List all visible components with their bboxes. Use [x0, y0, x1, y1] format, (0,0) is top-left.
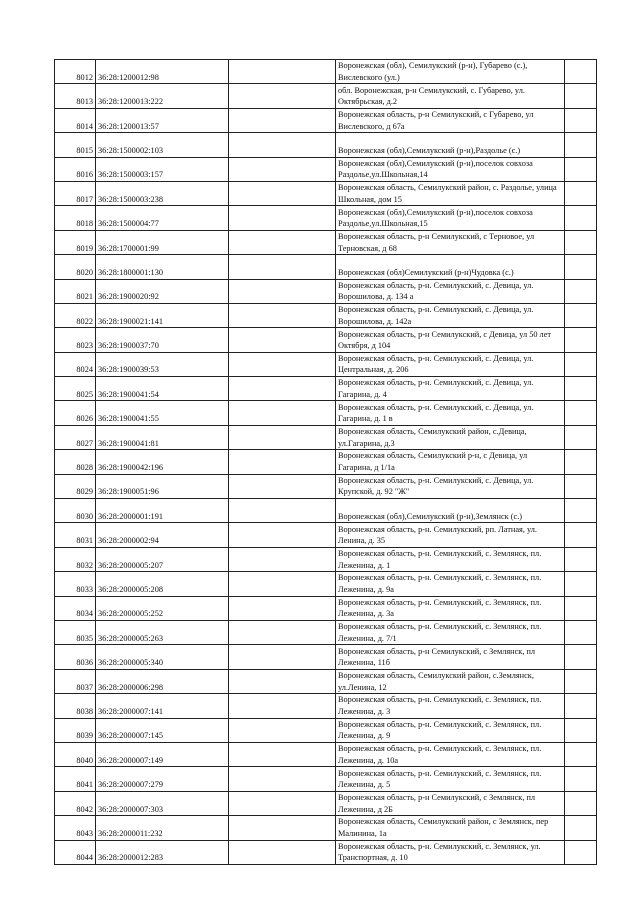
empty-cell: [229, 303, 336, 327]
empty-cell: [229, 547, 336, 571]
cadastral-number-cell: 36:28:1200013:57: [96, 108, 229, 132]
row-number-cell: 8033: [55, 572, 96, 596]
empty-cell: [229, 572, 336, 596]
address-cell: Воронежская область, Семилукский район, с Землянск, пер Малинина, 1а: [336, 816, 565, 840]
empty-cell: [565, 694, 597, 718]
address-cell: Воронежская область, р-н. Семилукский, с. Землянск, пл. Леженина, д. 9а: [336, 572, 565, 596]
empty-cell: [229, 523, 336, 547]
empty-cell: [565, 230, 597, 254]
table-row: [55, 377, 597, 401]
cadastral-number-cell: 36:28:1800001:130: [96, 255, 229, 279]
cadastral-number-cell: 36:28:1900041:54: [96, 377, 229, 401]
table-row: [55, 450, 597, 474]
row-number-cell: 8014: [55, 108, 96, 132]
empty-cell: [565, 669, 597, 693]
empty-cell: [229, 181, 336, 205]
empty-cell: [229, 645, 336, 669]
empty-cell: [565, 401, 597, 425]
row-number-cell: 8025: [55, 377, 96, 401]
row-number-cell: 8019: [55, 230, 96, 254]
table-row: [55, 255, 597, 279]
empty-cell: [229, 133, 336, 157]
cadastral-number-cell: 36:28:1900051:96: [96, 474, 229, 498]
address-cell: Воронежская область, р-н. Семилукский, рп. Латная, ул. Ленина, д. 35: [336, 523, 565, 547]
empty-cell: [565, 742, 597, 766]
empty-cell: [229, 279, 336, 303]
address-cell: Воронежская область, р-н. Семилукский, с. Землянск, пл. Леженина, д. 7/1: [336, 620, 565, 644]
cadastral-number-cell: 36:28:2000005:207: [96, 547, 229, 571]
row-number-cell: 8043: [55, 816, 96, 840]
table-row: [55, 669, 597, 693]
address-cell: Воронежская область, р-н. Семилукский, с. Девица, ул. Гагарина, д. 4: [336, 377, 565, 401]
empty-cell: [229, 474, 336, 498]
cadastral-number-cell: 36:28:1900041:55: [96, 401, 229, 425]
table-row: [55, 108, 597, 132]
table-row: [55, 157, 597, 181]
cadastral-number-cell: 36:28:1200013:222: [96, 84, 229, 108]
empty-cell: [229, 742, 336, 766]
empty-cell: [229, 352, 336, 376]
empty-cell: [565, 279, 597, 303]
address-cell: Воронежская область, р-н. Семилукский, с. Девица, ул. Крупской, д. 92 "Ж": [336, 474, 565, 498]
table-row: [55, 791, 597, 815]
property-registry-table: [54, 59, 597, 865]
address-cell: Воронежская (обл),Семилукский (р-н),Землянск (с.): [336, 499, 565, 523]
empty-cell: [229, 60, 336, 84]
table-row: [55, 328, 597, 352]
row-number-cell: 8036: [55, 645, 96, 669]
address-cell: Воронежская область, р-н. Семилукский, с. Землянск, пл. Леженина, д. 1: [336, 547, 565, 571]
row-number-cell: 8021: [55, 279, 96, 303]
row-number-cell: 8024: [55, 352, 96, 376]
address-cell: Воронежская область, р-н Семилукский, с Терновое, ул Терновская, д 68: [336, 230, 565, 254]
table-row: [55, 596, 597, 620]
empty-cell: [565, 767, 597, 791]
table-row: [55, 279, 597, 303]
row-number-cell: 8034: [55, 596, 96, 620]
empty-cell: [229, 596, 336, 620]
address-cell: Воронежская (обл), Семилукский (р-н), Губарево (с.), Вислевского (ул.): [336, 60, 565, 84]
row-number-cell: 8017: [55, 181, 96, 205]
row-number-cell: 8020: [55, 255, 96, 279]
row-number-cell: 8035: [55, 620, 96, 644]
empty-cell: [565, 206, 597, 230]
row-number-cell: 8032: [55, 547, 96, 571]
empty-cell: [229, 450, 336, 474]
table-row: [55, 645, 597, 669]
empty-cell: [229, 108, 336, 132]
cadastral-number-cell: 36:28:2000007:303: [96, 791, 229, 815]
row-number-cell: 8040: [55, 742, 96, 766]
empty-cell: [229, 669, 336, 693]
empty-cell: [229, 255, 336, 279]
cadastral-number-cell: 36:28:1900039:53: [96, 352, 229, 376]
table-row: [55, 401, 597, 425]
row-number-cell: 8042: [55, 791, 96, 815]
address-cell: Воронежская область, Семилукский район, с.Девица, ул.Гагарина, д.3: [336, 425, 565, 449]
row-number-cell: 8028: [55, 450, 96, 474]
cadastral-number-cell: 36:28:2000007:145: [96, 718, 229, 742]
address-cell: Воронежская (обл),Семилукский (р-н),Раздолье (с.): [336, 133, 565, 157]
row-number-cell: 8029: [55, 474, 96, 498]
row-number-cell: 8031: [55, 523, 96, 547]
table-row: [55, 742, 597, 766]
address-cell: Воронежская область, Семилукский р-н, с Девица, ул Гагарина, д 1/1а: [336, 450, 565, 474]
empty-cell: [565, 572, 597, 596]
cadastral-number-cell: 36:28:2000005:263: [96, 620, 229, 644]
row-number-cell: 8039: [55, 718, 96, 742]
cadastral-number-cell: 36:28:2000007:141: [96, 694, 229, 718]
address-cell: Воронежская область, р-н. Семилукский, с. Девица, ул. Ворошилова, д. 142а: [336, 303, 565, 327]
address-cell: Воронежская область, р-н. Семилукский, с. Землянск, пл. Леженина, д. 5: [336, 767, 565, 791]
empty-cell: [229, 84, 336, 108]
row-number-cell: 8030: [55, 499, 96, 523]
row-number-cell: 8026: [55, 401, 96, 425]
cadastral-number-cell: 36:28:1900042:196: [96, 450, 229, 474]
address-cell: Воронежская область, р-н. Семилукский, с. Землянск, пл. Леженина, д. 10а: [336, 742, 565, 766]
table-row: [55, 620, 597, 644]
empty-cell: [565, 377, 597, 401]
row-number-cell: 8015: [55, 133, 96, 157]
table-row: [55, 572, 597, 596]
empty-cell: [565, 840, 597, 864]
empty-cell: [229, 840, 336, 864]
empty-cell: [229, 718, 336, 742]
row-number-cell: 8018: [55, 206, 96, 230]
table-row: [55, 133, 597, 157]
cadastral-number-cell: 36:28:1900020:92: [96, 279, 229, 303]
row-number-cell: 8038: [55, 694, 96, 718]
empty-cell: [565, 157, 597, 181]
table-row: [55, 718, 597, 742]
empty-cell: [565, 620, 597, 644]
address-cell: Воронежская область, Семилукский район, с.Землянск, ул.Ленина, 12: [336, 669, 565, 693]
empty-cell: [565, 303, 597, 327]
row-number-cell: 8012: [55, 60, 96, 84]
cadastral-number-cell: 36:28:2000005:208: [96, 572, 229, 596]
address-cell: Воронежская область, р-н. Семилукский, с. Землянск, пл. Леженина, д. 9: [336, 718, 565, 742]
row-number-cell: 8041: [55, 767, 96, 791]
empty-cell: [229, 157, 336, 181]
address-cell: Воронежская (обл),Семилукский (р-н),поселок совхоза Раздолье,ул.Школьная,15: [336, 206, 565, 230]
address-cell: Воронежская область, Семилукский район, с. Раздолье, улица Школьная, дом 15: [336, 181, 565, 205]
address-cell: Воронежская область, р-н. Семилукский, с. Девица, ул. Центральная, д. 206: [336, 352, 565, 376]
table-row: [55, 181, 597, 205]
empty-cell: [229, 401, 336, 425]
cadastral-number-cell: 36:28:2000007:149: [96, 742, 229, 766]
table-row: [55, 425, 597, 449]
address-cell: Воронежская область, р-н. Семилукский, с. Землянск, пл. Леженина, д. 3: [336, 694, 565, 718]
empty-cell: [565, 547, 597, 571]
cadastral-number-cell: 36:28:2000005:340: [96, 645, 229, 669]
address-cell: Воронежская область, р-н Семилукский, с Губарево, ул Вислевского, д 67а: [336, 108, 565, 132]
empty-cell: [229, 230, 336, 254]
empty-cell: [229, 694, 336, 718]
table-row: [55, 303, 597, 327]
empty-cell: [565, 425, 597, 449]
cadastral-number-cell: 36:28:1500003:238: [96, 181, 229, 205]
table-row: [55, 230, 597, 254]
cadastral-number-cell: 36:28:1900021:141: [96, 303, 229, 327]
table-row: [55, 523, 597, 547]
address-cell: Воронежская (обл),Семилукский (р-н),поселок совхоза Раздолье,ул.Школьная,14: [336, 157, 565, 181]
table-row: [55, 352, 597, 376]
empty-cell: [229, 791, 336, 815]
empty-cell: [565, 816, 597, 840]
row-number-cell: 8037: [55, 669, 96, 693]
cadastral-number-cell: 36:28:1200012:98: [96, 60, 229, 84]
cadastral-number-cell: 36:28:1900041:81: [96, 425, 229, 449]
empty-cell: [229, 499, 336, 523]
empty-cell: [565, 645, 597, 669]
address-cell: Воронежская область, р-н. Семилукский, с. Землянск, пл. Леженина, д. 3а: [336, 596, 565, 620]
cadastral-number-cell: 36:28:2000007:279: [96, 767, 229, 791]
empty-cell: [229, 328, 336, 352]
row-number-cell: 8044: [55, 840, 96, 864]
cadastral-number-cell: 36:28:1500004:77: [96, 206, 229, 230]
empty-cell: [565, 84, 597, 108]
cadastral-number-cell: 36:28:2000005:252: [96, 596, 229, 620]
empty-cell: [565, 523, 597, 547]
cadastral-number-cell: 36:28:1900037:70: [96, 328, 229, 352]
empty-cell: [229, 206, 336, 230]
cadastral-number-cell: 36:28:2000001:191: [96, 499, 229, 523]
empty-cell: [565, 718, 597, 742]
cadastral-number-cell: 36:28:2000011:232: [96, 816, 229, 840]
address-cell: Воронежская область, р-н Семилукский, с Землянск, пл Леженина, д 2Б: [336, 791, 565, 815]
address-cell: обл. Воронежская, р-н Семилукский, с. Губарево, ул. Октябрьская, д.2: [336, 84, 565, 108]
empty-cell: [565, 60, 597, 84]
empty-cell: [565, 791, 597, 815]
table-row: [55, 60, 597, 84]
table-row: [55, 816, 597, 840]
empty-cell: [565, 255, 597, 279]
empty-cell: [229, 425, 336, 449]
table-row: [55, 547, 597, 571]
table-row: [55, 499, 597, 523]
row-number-cell: 8023: [55, 328, 96, 352]
address-cell: Воронежская область, р-н Семилукский, с Землянск, пл Леженина, 11б: [336, 645, 565, 669]
address-cell: Воронежская область, р-н. Семилукский, с. Девица, ул. Гагарина, д. 1 в: [336, 401, 565, 425]
empty-cell: [565, 181, 597, 205]
row-number-cell: 8027: [55, 425, 96, 449]
cadastral-number-cell: 36:28:2000012:283: [96, 840, 229, 864]
empty-cell: [565, 450, 597, 474]
table-row: [55, 206, 597, 230]
address-cell: Воронежская область, р-н. Семилукский, с. Землянск, ул. Транспортная, д. 10: [336, 840, 565, 864]
empty-cell: [229, 620, 336, 644]
row-number-cell: 8022: [55, 303, 96, 327]
empty-cell: [565, 596, 597, 620]
empty-cell: [565, 133, 597, 157]
cadastral-number-cell: 36:28:2000006:298: [96, 669, 229, 693]
cadastral-number-cell: 36:28:1500003:157: [96, 157, 229, 181]
table-row: [55, 840, 597, 864]
empty-cell: [565, 474, 597, 498]
address-cell: Воронежская (обл)Семилукский (р-н)Чудовка (с.): [336, 255, 565, 279]
empty-cell: [565, 499, 597, 523]
table-row: [55, 84, 597, 108]
table-row: [55, 694, 597, 718]
empty-cell: [565, 108, 597, 132]
empty-cell: [229, 767, 336, 791]
table-row: [55, 767, 597, 791]
empty-cell: [565, 328, 597, 352]
cadastral-number-cell: 36:28:1700001:99: [96, 230, 229, 254]
empty-cell: [229, 816, 336, 840]
address-cell: Воронежская область, р-н. Семилукский, с. Девица, ул. Ворошилова, д. 134 а: [336, 279, 565, 303]
cadastral-number-cell: 36:28:2000002:94: [96, 523, 229, 547]
registry-table-body: [55, 60, 597, 865]
row-number-cell: 8016: [55, 157, 96, 181]
empty-cell: [565, 352, 597, 376]
cadastral-number-cell: 36:28:1500002:103: [96, 133, 229, 157]
empty-cell: [229, 377, 336, 401]
row-number-cell: 8013: [55, 84, 96, 108]
table-row: [55, 474, 597, 498]
address-cell: Воронежская область, р-н Семилукский, с Девица, ул 50 лет Октября, д 104: [336, 328, 565, 352]
